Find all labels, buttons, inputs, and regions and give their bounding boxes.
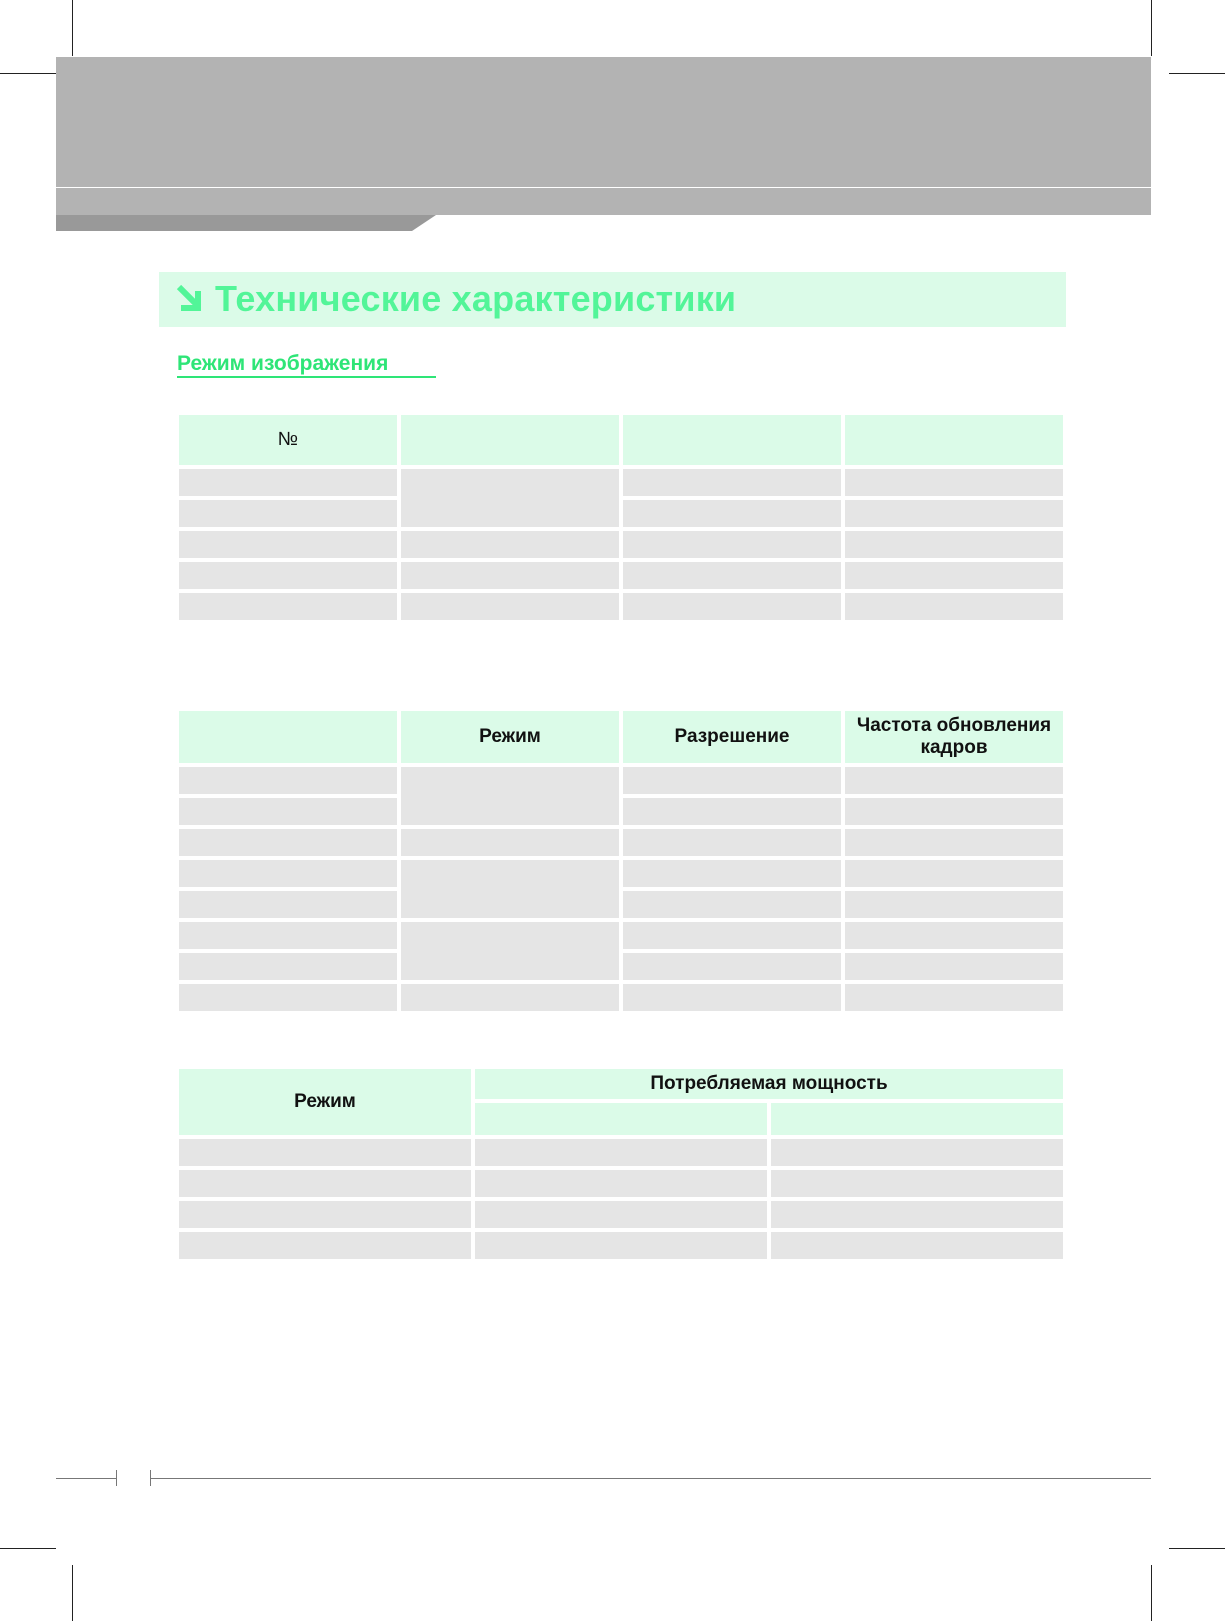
table-cell — [475, 1232, 767, 1259]
table-cell — [401, 829, 619, 856]
table-cell — [845, 500, 1063, 527]
arrow-down-right-icon — [174, 284, 204, 314]
table-cell — [179, 829, 397, 856]
table-cell — [179, 1139, 471, 1166]
table-cell — [179, 767, 397, 794]
table-cell — [179, 469, 397, 496]
table-cell — [623, 469, 841, 496]
table-cell — [179, 984, 397, 1011]
table-row — [179, 469, 1063, 496]
table-header-row — [179, 711, 1063, 763]
table-row — [179, 860, 1063, 887]
table-cell — [179, 798, 397, 825]
table-cell — [845, 469, 1063, 496]
table-cell — [623, 891, 841, 918]
table-cell — [623, 798, 841, 825]
section-title: Технические характеристики — [215, 278, 737, 319]
footer-tick — [116, 1470, 117, 1486]
table-cell — [179, 860, 397, 887]
header-cell — [475, 1103, 767, 1135]
header-cell — [845, 415, 1063, 465]
table-cell — [845, 767, 1063, 794]
table-cell — [401, 984, 619, 1011]
table-row — [179, 531, 1063, 558]
table-header-row — [179, 415, 1063, 465]
crop-mark — [1151, 1565, 1152, 1621]
table-power-consumption — [175, 1065, 1067, 1263]
table-cell — [771, 1232, 1063, 1259]
table-cell — [623, 829, 841, 856]
table-row — [179, 984, 1063, 1011]
header-refresh-rate: Частота обновления кадров — [845, 711, 1063, 763]
table-cell — [845, 984, 1063, 1011]
table-cell — [845, 798, 1063, 825]
table-cell — [179, 1201, 471, 1228]
table-cell — [623, 593, 841, 620]
header-mode: Режим — [401, 711, 619, 763]
table-cell — [623, 767, 841, 794]
table-cell — [623, 531, 841, 558]
table-row — [179, 500, 1063, 527]
crop-mark — [1169, 1548, 1225, 1549]
table-row — [179, 891, 1063, 918]
table-preset-modes — [175, 411, 1067, 624]
table-row — [179, 922, 1063, 949]
table-cell — [401, 593, 619, 620]
table-cell — [623, 860, 841, 887]
table-row — [179, 593, 1063, 620]
header-cell — [771, 1103, 1063, 1135]
table-cell — [845, 860, 1063, 887]
table-cell — [845, 891, 1063, 918]
table-cell — [845, 953, 1063, 980]
header-cell: № — [179, 415, 397, 465]
crop-mark — [72, 1565, 73, 1621]
table-row — [179, 1201, 1063, 1228]
table-row — [179, 767, 1063, 794]
table-cell — [179, 1232, 471, 1259]
table-cell — [845, 829, 1063, 856]
table-cell — [623, 922, 841, 949]
header-cell — [401, 415, 619, 465]
table-cell — [179, 531, 397, 558]
footer-rule — [150, 1478, 1151, 1479]
crop-mark — [0, 73, 56, 74]
table-row — [179, 1139, 1063, 1166]
crop-mark — [1151, 0, 1152, 56]
table-cell — [179, 953, 397, 980]
table-cell — [771, 1201, 1063, 1228]
table-cell — [179, 593, 397, 620]
table-cell — [401, 531, 619, 558]
table-cell — [179, 922, 397, 949]
table-row — [179, 1170, 1063, 1197]
header-cell — [623, 415, 841, 465]
header-tab — [56, 215, 436, 231]
table-cell — [623, 562, 841, 589]
table-cell — [845, 593, 1063, 620]
table-display-modes — [175, 707, 1067, 1015]
table-cell — [845, 922, 1063, 949]
table-cell — [623, 953, 841, 980]
table-cell — [475, 1201, 767, 1228]
table-cell — [845, 562, 1063, 589]
table-row — [179, 953, 1063, 980]
table-cell — [179, 500, 397, 527]
table-cell — [401, 767, 619, 825]
table-row — [179, 1232, 1063, 1259]
header-strip — [56, 188, 1151, 215]
table-cell — [401, 860, 619, 918]
crop-mark — [0, 1548, 56, 1549]
table-cell — [179, 891, 397, 918]
table-row — [179, 829, 1063, 856]
table-cell — [401, 922, 619, 980]
table-cell — [179, 1170, 471, 1197]
table-cell — [771, 1139, 1063, 1166]
header-power-consumption: Потребляемая мощность — [475, 1069, 1063, 1099]
table-cell — [401, 562, 619, 589]
subsection-title: Режим изображения — [177, 352, 436, 378]
header-resolution: Разрешение — [623, 711, 841, 763]
crop-mark — [1169, 73, 1225, 74]
table-cell — [475, 1170, 767, 1197]
table-cell — [845, 531, 1063, 558]
table-row — [179, 798, 1063, 825]
table-header-row — [179, 1069, 1063, 1099]
header-mode: Режим — [179, 1069, 471, 1135]
crop-mark — [72, 0, 73, 56]
header-banner — [56, 57, 1151, 187]
table-cell — [623, 500, 841, 527]
table-cell — [771, 1170, 1063, 1197]
table-cell — [401, 469, 619, 527]
table-cell — [623, 984, 841, 1011]
table-cell — [179, 562, 397, 589]
header-cell — [179, 711, 397, 763]
table-row — [179, 562, 1063, 589]
footer-rule — [56, 1478, 116, 1479]
table-cell — [475, 1139, 767, 1166]
